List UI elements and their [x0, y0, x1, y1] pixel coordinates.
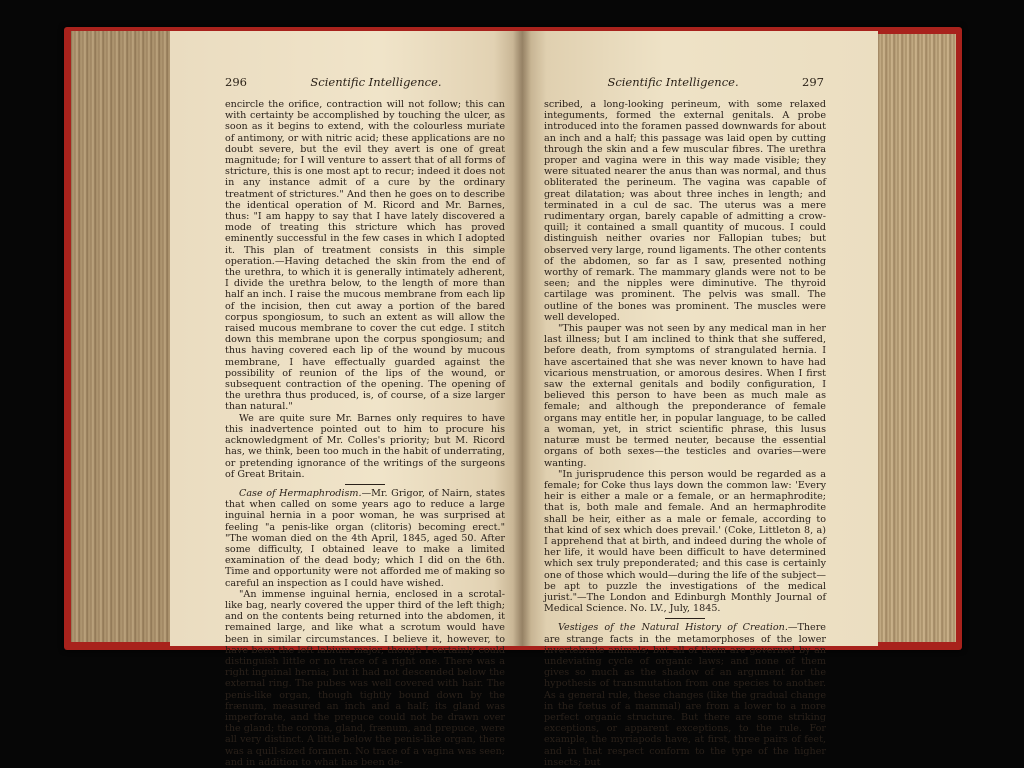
- right-page-body: [544, 99, 826, 768]
- right-page: [522, 31, 878, 768]
- right-page-header: [544, 75, 824, 89]
- page-number: 296: [225, 75, 247, 89]
- page-number: 297: [802, 75, 824, 89]
- left-page-body: [225, 99, 505, 768]
- paragraph: "This pauper was not seen by any medical man in her last illness; but I am inclined to think that she suffered, before death, from symptoms of strangulated hernia. I have ascertained that she was never known to have had vicarious menstruation, or amorous desires. When I first saw the external genitals and bodily configuration, I believed this person to have been as much male as female; and although the preponderance of female organs may entitle her, in popular language, to be called a woman, yet, in strict scientific phrase, this lusus naturæ must be termed neuter, because the essential organs of both sexes—the testicles and ovaries—were wanting.: [544, 323, 826, 469]
- paragraph: "An immense inguinal hernia, enclosed in a scrotal-like bag, nearly covered the upper third of the left thigh; and on the contents being returned into the abdomen, it remained large, and like what a scrotum would have been in similar circumstances. I believe it, however, to have been the left labium major, though I certainly could distinguish little or no trace of a right one. There was a right inguinal hernia; but it had not descended below the external ring. The pubes was well covered with hair. The penis-like organ, though tightly bound down by the frænum, measured an inch and a half; its gland was imperforate, and the prepuce could not be drawn over the gland; the corona, gland, frænum, and prepuce, were all very distinct. A little below the penis-like organ, there was a quill-sized foramen. No trace of a vagina was seen; and in addition to what has been de-: [225, 588, 505, 768]
- book-gutter: [513, 31, 531, 646]
- left-page-header: [225, 75, 505, 89]
- section-title: Case of Hermaphrodism.: [239, 487, 362, 499]
- section-divider: [345, 484, 385, 485]
- section-paragraph: [225, 488, 505, 589]
- section-text: —There are strange facts in the metamorphoses of the lower invertebrate animals; but all of them are governed by an undeviating cycle of organic laws; and none of them gives so much as the shadow of an argument for the hypothesis of transmutation from one species to another. As a general rule, these changes (like the gradual change in the fœtus of a mammal) are from a lower to a more perfect organic structure. But there are some striking exceptions, or apparent exceptions, to the rule. For example, the myriapods have, at first, three pairs of feet, and in that respect conform to the type of the higher insects; but: [544, 622, 826, 768]
- running-title: Scientific Intelligence.: [607, 75, 739, 89]
- paragraph: scribed, a long-looking perineum, with some relaxed integuments, formed the external genitals. A probe introduced into the foramen passed downwards for about an inch and a half; this passage was laid open by cutting through the skin and a few muscular fibres. The urethra proper and vagina were in this way made visible; they were situated nearer the anus than was normal, and thus obliterated the perineum. The vagina was capable of great dilatation; was about three inches in length; and terminated in a cul de sac. The uterus was a mere rudimentary organ, barely capable of admitting a crow-quill; it contained a small quantity of mucous. I could distinguish neither ovaries nor Fallopian tubes; but observed very large, round ligaments. The other contents of the abdomen, so far as I saw, presented nothing worthy of remark. The mammary glands were not to be seen; and the nipples were diminutive. The thyroid cartilage was prominent. The pelvis was small. The outline of the bones was prominent. The muscles were well developed.: [544, 99, 826, 323]
- paragraph: We are quite sure Mr. Barnes only requires to have this inadvertence pointed out to him to procure his acknowledgment of Mr. Colles's priority; but M. Ricord has, we think, been too much in the habit of underrating, or pretending ignorance of the writings of the surgeons of Great Britain.: [225, 412, 505, 480]
- paragraph: encircle the orifice, contraction will not follow; this can with certainty be accomplished by touching the ulcer, as soon as it begins to extend, with the colourless muriate of antimony, or with nitric acid; these applications are no doubt severe, but the evil they avert is one of great magnitude; for I will venture to assert that of all forms of stricture, this is one most apt to recur; indeed it does not in any instance admit of a cure by the ordinary treatment of strictures." And then he goes on to describe the identical operation of M. Ricord and Mr. Barnes, thus: "I am happy to say that I have lately discovered a mode of treating this stricture which has proved eminently successful in the few cases in which I adopted it. This plan of treatment consists in this simple operation.—Having detached the skin from the end of the urethra, to which it is generally intimately adherent, I divide the urethra below, to the length of more than half an inch. I raise the mucous membrane from each lip of the incision, then cut away a portion of the bared corpus spongiosum, to such an extent as will allow the raised mucous membrane to cover the cut edge. I stitch down this membrane upon the corpus spongiosum; and thus having covered each lip of the wound by mucous membrane, I have effectually guarded against the possibility of reunion of the lips of the wound, or subsequent contraction of the opening. The opening of the urethra thus produced, is, of course, of a size larger than natural.": [225, 99, 505, 413]
- section-divider: [665, 618, 705, 619]
- page-edges-right: [872, 34, 956, 642]
- section-paragraph: [544, 622, 826, 768]
- page-edges-left: [71, 31, 175, 642]
- paragraph: "In jurisprudence this person would be regarded as a female; for Coke thus lays down the common law: 'Every heir is either a male or a female, or an hermaphrodite; that is, both male and female. And an hermaphrodite shall be heir, either as a male or female, according to that kind of sex which does prevail.' (Coke, Littleton 8, a) I apprehend that at birth, and indeed during the whole of her life, it would have been difficult to have determined which sex truly preponderated; and this case is certainly one of those which would—during the life of the subject—be apt to puzzle the investigations of the medical jurist."—The London and Edinburgh Monthly Journal of Medical Science. No. LV., July, 1845.: [544, 468, 826, 615]
- section-text: —Mr. Grigor, of Nairn, states that when called on some years ago to reduce a large inguinal hernia in a poor woman, he was surprised at feeling "a penis-like organ (clitoris) becoming erect." "The woman died on the 4th April, 1845, aged 50. After some difficulty, I obtained leave to make a limited examination of the dead body; which I did on the 6th. Time and opportunity were not afforded me of making so careful an inspection as I could have wished.: [225, 487, 506, 589]
- section-title: Vestiges of the Natural History of Creation.: [558, 622, 788, 634]
- running-title: Scientific Intelligence.: [310, 75, 442, 89]
- left-page: [170, 31, 522, 768]
